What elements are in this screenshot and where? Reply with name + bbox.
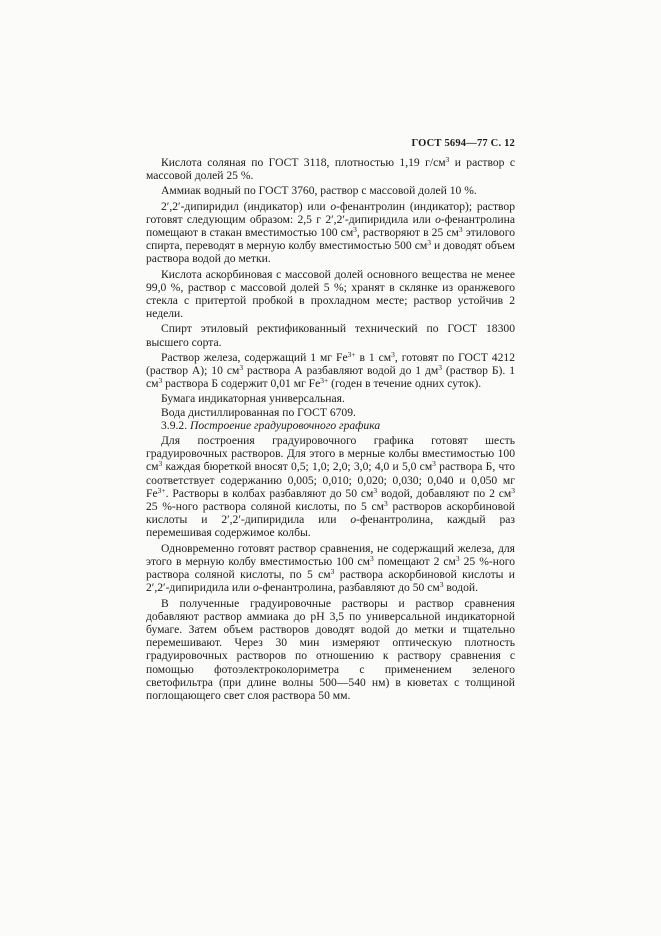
- paragraph-distilled-water: Вода дистиллированная по ГОСТ 6709.: [161, 405, 356, 419]
- section-heading: 3.9.2. Построение градуировочного графика: [161, 418, 381, 432]
- paragraph-ethanol: Спирт этиловый ректификованный технический по ГОСТ 18300 высшего сорта.: [146, 322, 515, 349]
- paragraph-indicator-paper: Бумага индикаторная универсальная.: [161, 392, 345, 406]
- paragraph-dipyridyl: 2′,2′-дипиридил (индикатор) или о-фенантролин (индикатор); раствор готовят следующим образом: 2,5 г 2′,2′-дипиридила или о-фенантролина помещают в стакан вместимостью 100 $см^3$, растворяют в 25 $см^3$ этилового спирта, переводят в мерную колбу вместимостью 500 $см^3$ и доводят объем раствора водой до метки.: [146, 199, 516, 266]
- paragraph-ammonia: Аммиак водный по ГОСТ 3760, раствор с массовой долей 10 %.: [161, 184, 477, 198]
- paragraph-iron-solution: Раствор железа, содержащий 1 мг $Fe^{3+}$ в 1 $см^3$, готовят по ГОСТ 4212 (раствор А); 10 $см^3$ раствора А разбавляют водой до 1 $дм^3$ (раствор Б). 1 $см^3$ раствора Б содержит 0,01 мг $Fe^{3+}$ (годен в течение одних суток).: [146, 349, 515, 391]
- paragraph-hydrochloric-acid: Кислота соляная по ГОСТ 3118, плотностью 1,19 $г/см^3$ и раствор с массовой долей 25 %.: [146, 155, 515, 183]
- paragraph-ascorbic-acid: Кислота аскорбиновая с массовой долей основного вещества не менее 99,0 %, раствор с массовой долей 5 %; хранят в склянке из оранжевого стекла с притертой пробкой в прохладном месте; раствор устойчив 2 недели.: [146, 267, 515, 321]
- page-header: ГОСТ 5694—77 С. 12: [411, 138, 515, 149]
- section-title: Построение градуировочного графика: [189, 418, 381, 432]
- paragraph-reference-solution: Одновременно готовят раствор сравнения, не содержащий железа, для этого в мерную колбу вместимостью 100 $см^3$ помещают 2 $см^3$ 25 %-ного раствора соляной кислоты, по 5 $см^3$ раствора аскорбиновой кислоты и 2′,2′-дипиридила или о-фенантролина, разбавляют до 50 $см^3$ водой.: [146, 541, 516, 595]
- paragraph-measurement: В полученные градуировочные растворы и раствор сравнения добавляют раствор аммиака до pH 3,5 по универсальной индикаторной бумаге. Затем объем растворов доводят водой до метки и тщательно перемешивают. Через 30 мин измеряют оптическую плотность градуировочных растворов по отношению к раствору сравнения с помощью фотоэлектроколориметра с применением зеленого светофильтра (при длине волны 500—540 нм) в кюветах с толщиной поглощающего свет слоя раствора 50 мм.: [146, 596, 515, 702]
- document-body: [146, 156, 515, 704]
- paragraph-calibration: Для построения градуировочного графика готовят шесть градуировочных растворов. Для этого в мерные колбы вместимостью 100 $см^3$ каждая бюреткой вносят 0,5; 1,0; 2,0; 3,0; 4,0 и 5,0 $см^3$ раствора Б, что соответствует содержанию 0,005; 0,010; 0,020; 0,030; 0,040 и 0,050 мг $Fe^{3+}$. Растворы в колбах разбавляют до 50 $см^3$ водой, добавляют по 2 $см^3$ 25 %-ного раствора соляной кислоты, по 5 $см^3$ растворов аскорбиновой кислоты и 2′,2′-дипиридила или о-фенантролина, каждый раз перемешивая содержимое колбы.: [146, 434, 515, 540]
